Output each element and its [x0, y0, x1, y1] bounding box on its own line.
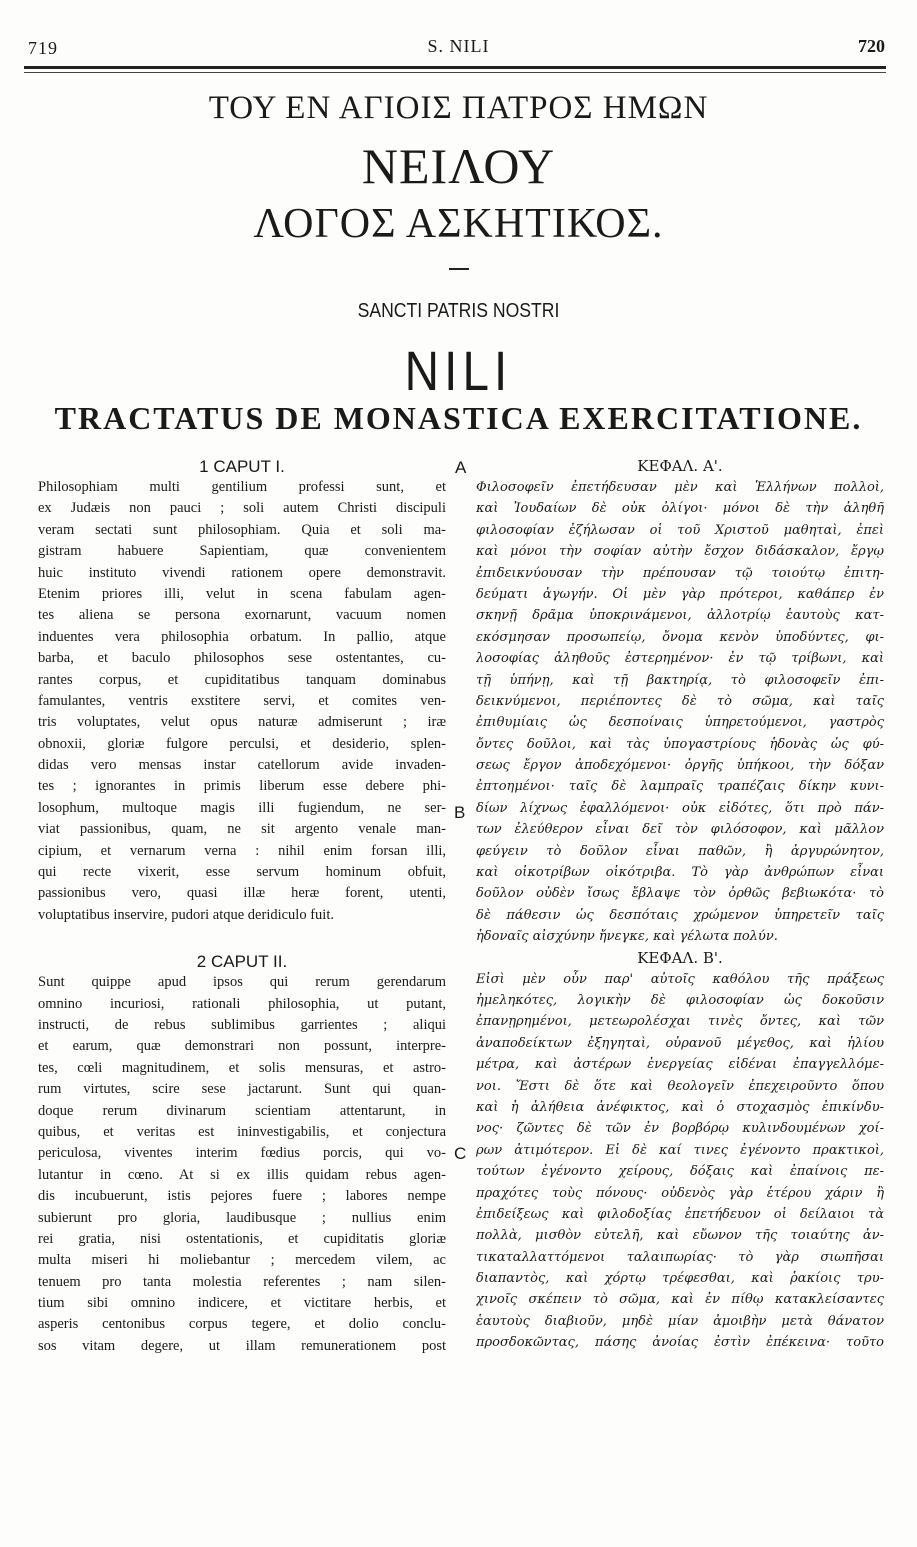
- title-divider: [449, 268, 469, 270]
- text-line: χινοῖς σκέπειν τὸ σῶμα, καὶ ἐν πίθῳ κατακλείσαντες: [476, 1292, 884, 1308]
- text-line: huic instituto vivendi rationem opere demonstravit.: [38, 564, 446, 581]
- text-line: φιλοσοφίαν ἐζήλωσαν οἱ τοῦ Χριστοῦ μαθηταὶ, ἐπεὶ: [476, 522, 884, 538]
- text-line: ἐπανῃρημένοι, μετεωρολέσχαι τινὲς ὄντες, καὶ τῶν: [476, 1014, 884, 1030]
- text-line: διαπαντὸς, καὶ χόρτῳ τρέφεσθαι, καὶ ῥακίοις τρυ-: [476, 1271, 884, 1287]
- text-line: ἐπιδεικνύουσαν τὴν πρέπουσαν τῷ τοιούτῳ ἐπιτη-: [476, 565, 884, 581]
- text-line: asperis centonibus corpus tegere, et dolio conclu-: [38, 1316, 446, 1333]
- text-line: obnoxii, gloriæ fulgore perculsi, et desiderio, splen-: [38, 735, 446, 752]
- text-line: Etenim priores illi, velut in scena fabulam agen-: [38, 585, 446, 602]
- text-line: προσδοκῶντας, πάσης ἀνοίας ἐστὶν ἐπέκεινα· τοῦτο: [476, 1335, 884, 1351]
- text-line: ἀναποδείκτων ἐξηγηταὶ, οὐρανοῦ μέγεθος, καὶ ἡλίου: [476, 1035, 884, 1051]
- greek-title-work: ΛΟΓΟΣ ΑΣΚΗΤΙΚΟΣ.: [253, 201, 664, 247]
- text-line: δοῦλον οὐδὲν ἴσως ἔβλαψε τὸν ὀρθῶς βεβιωκότα· τὸ: [476, 886, 884, 902]
- text-line: δεύματι ἀγωγήν. Οἱ μὲν γὰρ πρότεροι, καθάπερ ἐν: [476, 586, 884, 602]
- text-line: ἐπιθυμίαις ὡς δεσποίναις ὑπηρετούμενοι, γαστρὸς: [476, 715, 884, 731]
- text-line: πολλὰ, μισθὸν εὐτελῆ, καὶ εὔωνον τῆς τοιαύτης ἀν-: [476, 1228, 884, 1244]
- text-line: tes ; ignorantes in primis liberum esse debere phi-: [38, 778, 446, 795]
- latin-title-work: TRACTATUS DE MONASTICA EXERCITATIONE.: [54, 400, 863, 436]
- text-line: dis incubuerunt, istis pejores fuere ; labores nempe: [38, 1188, 446, 1205]
- text-line: cipium, et vernarum verna : nihil enim forsan illi,: [38, 842, 446, 859]
- text-line: lutantur in cœno. At si ex illis quidam rebus agen-: [38, 1166, 446, 1183]
- header-rule-thin: [24, 72, 886, 73]
- text-line: tes aliena se persona exornarunt, vacuum nomen: [38, 607, 446, 624]
- chapter-gap: [38, 926, 446, 951]
- text-line: των ἐλεύθερον εἶναι δεῖ τὸν φιλόσοφον, καὶ μᾶλλον: [476, 822, 884, 838]
- text-line: didas vero mensas instar catellorum avide invaden-: [38, 757, 446, 774]
- text-line: ὄντες δοῦλοι, καὶ τὰς ὑπογαστρίους ἡδονὰς ὡς φύ-: [476, 736, 884, 752]
- text-line: τῇ ὑπήνῃ, καὶ τῇ βακτηρίᾳ, τὸ φιλοσοφεῖν ἐπι-: [476, 672, 884, 688]
- text-line: viat passionibus, quam, ne sit argento venale man-: [38, 821, 446, 838]
- text-line: tium sibi omnino indicere, et victitare herbis, et: [38, 1295, 446, 1312]
- text-line: ἡδοναῖς αἰσχύνην ἤνεγκε, καὶ γέλωτα πολύν.: [476, 929, 778, 945]
- text-line: induentes vera philosophia orbatum. In pallio, atque: [38, 628, 446, 645]
- margin-letter-b: B: [454, 803, 466, 822]
- text-line: φεύγειν τὸ δοῦλον εἶναι παθῶν, ἢ ἀργυρώνητον,: [476, 843, 884, 859]
- text-line: veram sectati sunt philosophiam. Quia et soli ma-: [38, 521, 446, 538]
- greek-chapter-2-heading: ΚΕΦΑΛ. Β'.: [637, 948, 723, 967]
- text-line: ρων ἀτιμότερον. Εἰ δὲ καί τινες ἐγένοντο πρακτικοὶ,: [476, 1142, 884, 1158]
- text-line: Sunt quippe apud ipsos qui rerum gerendarum: [38, 974, 446, 991]
- text-line: sos vitam degere, ut illam remunerationem post: [38, 1337, 446, 1354]
- text-line: καὶ μόνοι τὴν σοφίαν αὐτὴν ἔσχον διδάσκαλον, ἔργῳ: [476, 544, 884, 560]
- text-line: τούτων ἐγένοντο χείρους, δόξαις καὶ ἐπαίνοις πε-: [476, 1164, 884, 1180]
- text-line: gistram habuere Sapientiam, quæ convenientem: [38, 543, 446, 560]
- text-line: qui recte vixerit, esse servum hominum obfuit,: [38, 864, 446, 881]
- text-line: καὶ οἰκοτρίβων οἰκότριβα. Τὸ γὰρ ἀνθρώπων εἶναι: [476, 865, 884, 881]
- margin-letter-c: C: [454, 1144, 467, 1163]
- text-line: rantes corpus, et cupiditatibus tanquam dominabus: [38, 671, 446, 688]
- running-head: [0, 34, 917, 58]
- page-number-left: 719: [28, 38, 58, 58]
- text-line: δεικνύμενοι, περιέποντες δὲ τὸ σῶμα, καὶ ταῖς: [476, 693, 884, 709]
- latin-title-author: NILI: [404, 339, 513, 402]
- greek-title-line-1: ΤΟΥ ΕΝ ΑΓΙΟΙΣ ΠΑΤΡΟΣ ΗΜΩΝ: [208, 90, 709, 126]
- text-line: tris voluptates, velut opus naturæ admiserunt ; iræ: [38, 714, 446, 731]
- text-line: δὲ πάθεσιν ὡς δεσπόταις χρώμενον ὑπηρετεῖν ταῖς: [476, 907, 884, 923]
- latin-title-line-1: SANCTI PATRIS NOSTRI: [357, 300, 560, 322]
- text-line: Εἰσὶ μὲν οὖν παρ' αὐτοῖς καθόλου τῆς πράξεως: [476, 971, 884, 987]
- text-line: καὶ ἡ ἀλήθεια ἀνέφικτος, καὶ ὁ στοχασμὸς ἐπικίνδυ-: [476, 1099, 884, 1115]
- latin-chapter-2-text: [38, 972, 446, 1357]
- greek-title-author: ΝΕΙΛΟΥ: [361, 138, 556, 194]
- text-line: Philosophiam multi gentilium professi sunt, et: [38, 479, 446, 495]
- text-line: ἠμεληκότες, λογικὴν δὲ φιλοσοφίαν ὡς δοκοῦσιν: [476, 992, 884, 1008]
- text-line: μέτρα, καὶ ἀστέρων ἐνεργείας εἰδέναι ἐπαγγελλόμε-: [476, 1057, 884, 1073]
- text-line: σκηνῇ δρᾶμα ὑποκρινάμενοι, ἀλλοτρίῳ ἑαυτοὺς κατ-: [476, 608, 884, 624]
- text-line: ἑαυτοὺς διαβιοῦν, μηδὲ μίαν ἀμοιβὴν μετὰ θάνατον: [476, 1313, 884, 1329]
- text-line: famulantes, ventris exstitere servi, et comites ven-: [38, 692, 446, 709]
- header-rule-thick: [24, 66, 886, 69]
- text-line: λοσοφίας ἀληθοῦς ἐστερημένον· ἐν τῷ τρίβωνι, καὶ: [476, 651, 884, 667]
- latin-chapter-1-heading: 1 CAPUT I.: [199, 457, 285, 476]
- text-line: quibus, et veritas est ininvestigabilis, et conjectura: [38, 1123, 446, 1140]
- text-line: πραχότες τοὺς πόνους· οὐδενὸς γὰρ ἑτέρου χάριν ἢ: [476, 1185, 884, 1201]
- latin-column: [38, 456, 446, 1357]
- text-line: omnino incuriosi, rationali philosophia, ut putant,: [38, 995, 446, 1012]
- greek-column: [476, 456, 884, 1354]
- text-line: rei gratia, nisi ostentationis, et cupiditatis gloriæ: [38, 1230, 446, 1247]
- text-line: passionibus vero, quasi illæ heræ forent, utenti,: [38, 885, 446, 902]
- text-line: ἐπτοημένοι· ταῖς δὲ λαμπραῖς τραπέζαις δίκην κυνι-: [476, 779, 884, 795]
- text-line: losophum, multoque magis illi fugiendum, ne ser-: [38, 799, 446, 816]
- text-line: καὶ Ἰουδαίων δὲ οὐκ ὀλίγοι· μόνοι δὲ τὴν ἀληθῆ: [476, 501, 884, 517]
- text-line: periculosa, viventes interim fœdius porcis, qui vo-: [38, 1145, 446, 1162]
- text-line: τικαταλλαττόμενοι ταλαιπωρίας· τὸ γὰρ σιωπῆσαι: [476, 1249, 884, 1265]
- text-line: multa miseri hi moliebantur ; mercedem vilem, ac: [38, 1252, 446, 1269]
- text-line: tes, cœli magnitudinem, et solis mensuras, et astro-: [38, 1059, 446, 1076]
- text-line: σεως ἔργον ἀποδεχόμενοι· ὀργῆς ὑπήκοοι, τὴν δόξαν: [476, 758, 884, 774]
- text-line: rum virtutes, scire sese jactarunt. Sunt qui quan-: [38, 1081, 446, 1098]
- latin-chapter-2-heading: 2 CAPUT II.: [196, 952, 288, 972]
- text-line: δίων λίχνως ἐφαλλόμενοι· οὐκ εἰδότες, ὅτι πρὸ πάν-: [476, 800, 884, 816]
- text-line: instructi, de rebus sublimibus garrientes ; aliqui: [38, 1016, 446, 1033]
- page-number-right: 720: [858, 36, 885, 56]
- running-title: S. NILI: [427, 36, 490, 56]
- text-line: voluptatibus inservire, pudori atque deridiculo fuit.: [38, 906, 334, 923]
- greek-chapter-2-text: [476, 969, 884, 1354]
- text-line: νος· ζῶντες δὲ τῶν ἐν βορβόρῳ κυλινδουμένων χοί-: [476, 1121, 884, 1137]
- text-line: barba, et baculo philosophos sese ostentantes, cu-: [38, 650, 446, 667]
- greek-chapter-1-text: [476, 477, 884, 948]
- latin-chapter-1-text: [38, 477, 446, 926]
- text-line: subierunt pro gloria, laudibusque ; nullius enim: [38, 1209, 446, 1226]
- greek-chapter-1-heading: ΚΕΦΑΛ. Α'.: [637, 457, 723, 475]
- text-line: doque rerum divinarum scientiam attentarunt, in: [38, 1102, 446, 1119]
- text-line: ex Judæis non pauci ; soli autem Christi discipuli: [38, 500, 446, 517]
- margin-letter-a: A: [455, 458, 467, 477]
- text-line: et earum, quæ demonstrari non possunt, interpre-: [38, 1038, 446, 1055]
- text-line: Φιλοσοφεῖν ἐπετήδευσαν μὲν καὶ Ἑλλήνων πολλοὶ,: [476, 480, 884, 495]
- text-line: εκόσμησαν προσωπείῳ, ὄνομα κενὸν ὑποδύντες, φι-: [476, 629, 884, 645]
- text-line: νοι. Ἔστι δὲ ὅτε καὶ θεολογεῖν ἐπεχειροῦντο ὅπου: [476, 1078, 884, 1094]
- text-line: ἐπιδείξεως καὶ φιλοδοξίας ἐπετήδευον οἱ δείλαιοι τὰ: [476, 1206, 884, 1222]
- text-line: tenuem pro tanta molestia referentes ; nam silen-: [38, 1273, 446, 1290]
